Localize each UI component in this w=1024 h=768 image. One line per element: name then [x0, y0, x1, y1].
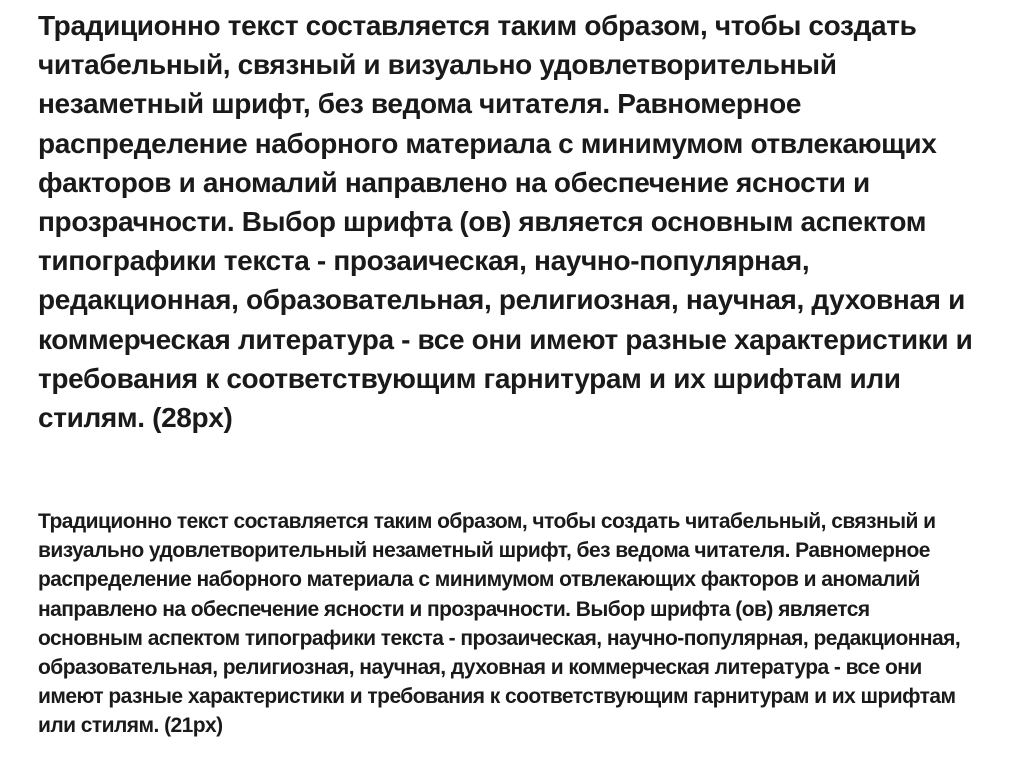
font-sample-21px: Традиционно текст составляется таким образом, чтобы создать читабельный, связный и визуально удовлетворительный незаметный шрифт, без ведома читателя. Равномерное распределение наборного материала с минимумом отвлекающих факторов и аномалий направлено на обеспечение ясности и прозрачности. Выбор шрифта (ов) является основным аспектом типографики текста - прозаическая, научно-популярная, редакционная, образовательная, религиозная, научная, духовная и коммерческая литература - все они имеют разные характеристики и требования к соответствующим гарнитурам и их шрифтам или стилям. (21px)	[38, 510, 961, 738]
font-sample-28px: Традиционно текст составляется таким образом, чтобы создать читабельный, связный и визуально удовлетворительный незаметный шрифт, без ведома читателя. Равномерное распределение наборного материала с минимумом отвлекающих факторов и аномалий направлено на обеспечение ясности и прозрачности. Выбор шрифта (ов) является основным аспектом типографики текста - прозаическая, научно-популярная, редакционная, образовательная, религиозная, научная, духовная и коммерческая литература - все они имеют разные характеристики и требования к соответствующим гарнитурам и их шрифтам или стилям. (28px)	[38, 10, 973, 434]
